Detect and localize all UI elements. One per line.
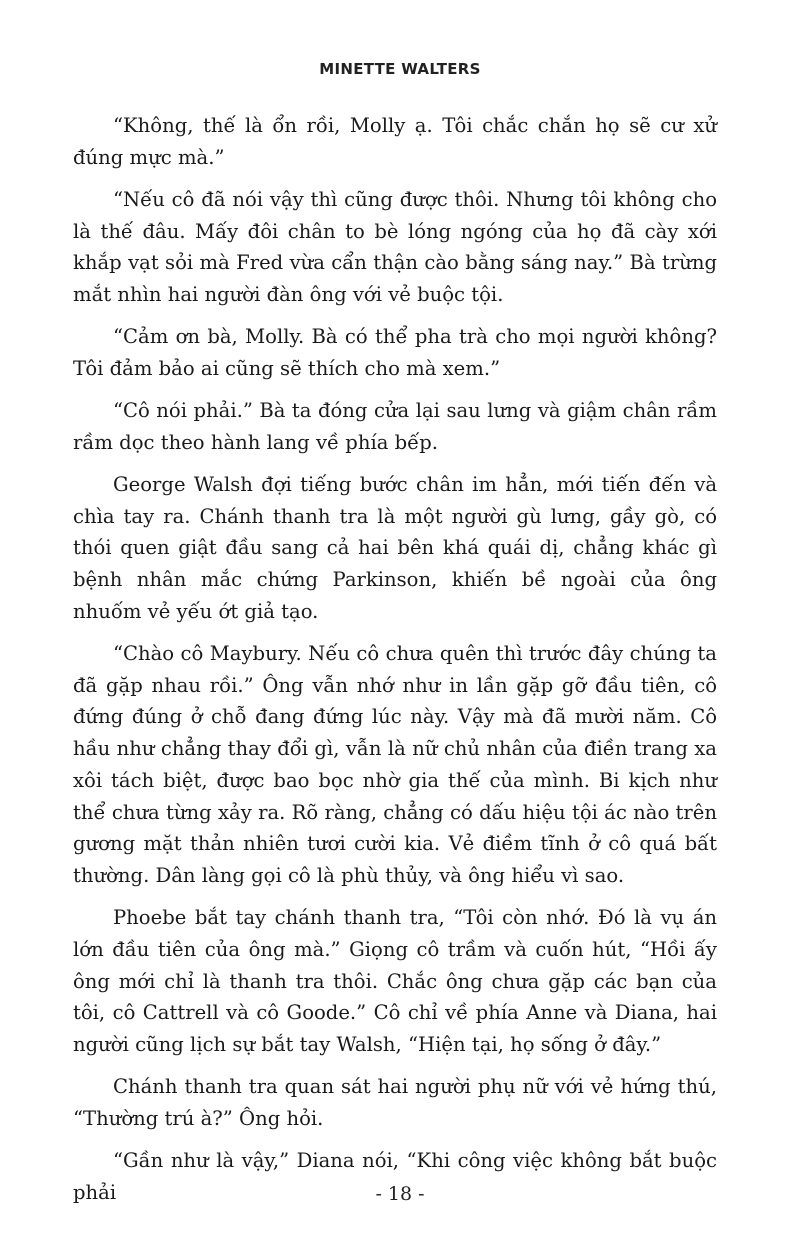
page-number: - 18 - xyxy=(375,1183,425,1205)
running-header: MINETTE WALTERS xyxy=(319,60,481,78)
paragraph: Phoebe bắt tay chánh thanh tra, “Tôi còn nhớ. Đó là vụ án lớn đầu tiên của ông mà.” Giọng cô trầm và cuốn hút, “Hồi ấy ông mới chỉ là thanh tra thôi. Chắc ông chưa gặp các bạn của tôi, cô Cattrell và cô Goode.” Cô chỉ về phía Anne và Diana, hai người cũng lịch sự bắt tay Walsh, “Hiện tại, họ sống ở đây.” xyxy=(73,906,717,1056)
paragraph: “Nếu cô đã nói vậy thì cũng được thôi. Nhưng tôi không cho là thế đâu. Mấy đôi chân to bè lóng ngóng của họ đã cày xới khắp vạt sỏi mà Fred vừa cẩn thận cào bằng sáng nay.” Bà trừng mắt nhìn hai người đàn ông với vẻ buộc tội. xyxy=(73,187,717,307)
paragraph: “Cảm ơn bà, Molly. Bà có thể pha trà cho mọi người không? Tôi đảm bảo ai cũng sẽ thích cho mà xem.” xyxy=(73,325,717,380)
paragraph: “Không, thế là ổn rồi, Molly ạ. Tôi chắc chắn họ sẽ cư xử đúng mực mà.” xyxy=(73,114,717,169)
body-text xyxy=(73,110,717,1219)
paragraph: “Chào cô Maybury. Nếu cô chưa quên thì trước đây chúng ta đã gặp nhau rồi.” Ông vẫn nhớ như in lần gặp gỡ đầu tiên, cô đứng đúng ở chỗ đang đứng lúc này. Vậy mà đã mười năm. Cô hầu như chẳng thay đổi gì, vẫn là nữ chủ nhân của điền trang xa xôi tách biệt, được bao bọc nhờ gia thế của mình. Bi kịch như thể chưa từng xảy ra. Rõ ràng, chẳng có dấu hiệu tội ác nào trên gương mặt thản nhiên tươi cười kia. Vẻ điềm tĩnh ở cô quá bất thường. Dân làng gọi cô là phù thủy, và ông hiểu vì sao. xyxy=(73,642,717,887)
paragraph: “Gần như là vậy,” Diana nói, “Khi công việc không bắt buộc phải xyxy=(73,1149,717,1204)
paragraph: George Walsh đợi tiếng bước chân im hẳn, mới tiến đến và chìa tay ra. Chánh thanh tra là một người gù lưng, gầy gò, có thói quen giật đầu sang cả hai bên khá quái dị, chẳng khác gì bệnh nhân mắc chứng Parkinson, khiến bề ngoài của ông nhuốm vẻ yếu ớt giả tạo. xyxy=(73,473,717,623)
paragraph: “Cô nói phải.” Bà ta đóng cửa lại sau lưng và giậm chân rầm rầm dọc theo hành lang về phía bếp. xyxy=(73,399,717,454)
paragraph: Chánh thanh tra quan sát hai người phụ nữ với vẻ hứng thú, “Thường trú à?” Ông hỏi. xyxy=(73,1075,717,1130)
